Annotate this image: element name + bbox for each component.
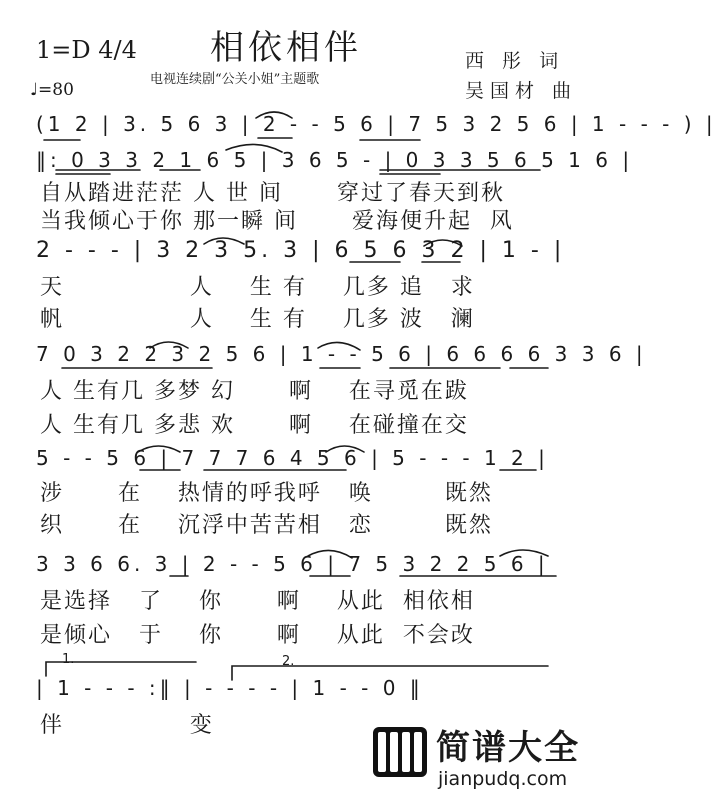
notation-row-3: 2 - - - | 3 2 3 5. 3 | 6 5 6 3 2 | 1 - | [36,238,566,263]
notation-row-6: 3 3 6 6. 3 | 2 - - 5 6 | 7 5 3 2 2 5 6 | [36,552,549,576]
key-signature: 1=D 4/4 [36,36,137,64]
watermark-name: 简谱大全 [436,728,580,768]
lyric-row-6-verse-1: 是选择 了 你 啊 从此 相依相 [40,589,475,614]
notation-row-4: 7 0 3 2 2 3 2 5 6 | 1 - - 5 6 | 6 6 6 6 3 3 6 | [36,342,647,366]
lyric-row-5-verse-1: 涉 在 热情的呼我呼 唤 既然 [40,481,493,506]
song-subtitle: 电视连续剧“公关小姐”主题歌 [150,72,320,87]
notation-row-1: (1 2 | 3. 5 6 3 | 2 - - 5 6 | 7 5 3 2 5 6 | 1 - - - ) | [36,112,717,136]
lyric-row-2-verse-1: 自从踏进茫茫 人 世 间 穿过了春天到秋 [40,181,505,206]
lyric-row-7-verse-1: 伴 变 [40,713,214,738]
composer-credit: 吴国材 曲 [465,80,578,102]
volta-second-label: 2. [282,654,295,669]
lyric-row-3-verse-1: 天 人 生 有 几多 追 求 [40,275,475,300]
lyric-row-2-verse-2: 当我倾心于你 那一瞬 间 爱海便升起 风 [40,209,514,234]
volta-first-label: 1. [62,652,75,667]
song-title: 相依相伴 [210,28,362,68]
lyric-row-4-verse-1: 人 生有几 多梦 幻 啊 在寻觅在跋 [40,379,469,404]
lyric-row-6-verse-2: 是倾心 于 你 啊 从此 不会改 [40,623,475,648]
notation-row-2: ‖: 0 3 3 2 1 6 5 | 3 6 5 - | 0 3 3 5 6 5 1 6 | [36,148,634,172]
watermark-url: jianpudq.com [438,768,568,790]
piano-keys-icon [372,726,428,778]
lyric-row-5-verse-2: 织 在 沉浮中苦苦相 恋 既然 [40,513,493,538]
notation-row-5: 5 - - 5 6 | 7 7 7 6 4 5 6 | 5 - - - 1 2 | [36,446,549,470]
watermark-logo [372,720,588,794]
lyric-row-4-verse-2: 人 生有几 多悲 欢 啊 在碰撞在交 [40,413,469,438]
lyricist-credit: 西 彤 词 [465,50,565,72]
tempo-marking: ♩=80 [30,80,74,100]
lyric-row-3-verse-2: 帆 人 生 有 几多 波 澜 [40,307,475,332]
notation-row-7: | 1 - - - :‖ | - - - - | 1 - - 0 ‖ [36,676,424,700]
